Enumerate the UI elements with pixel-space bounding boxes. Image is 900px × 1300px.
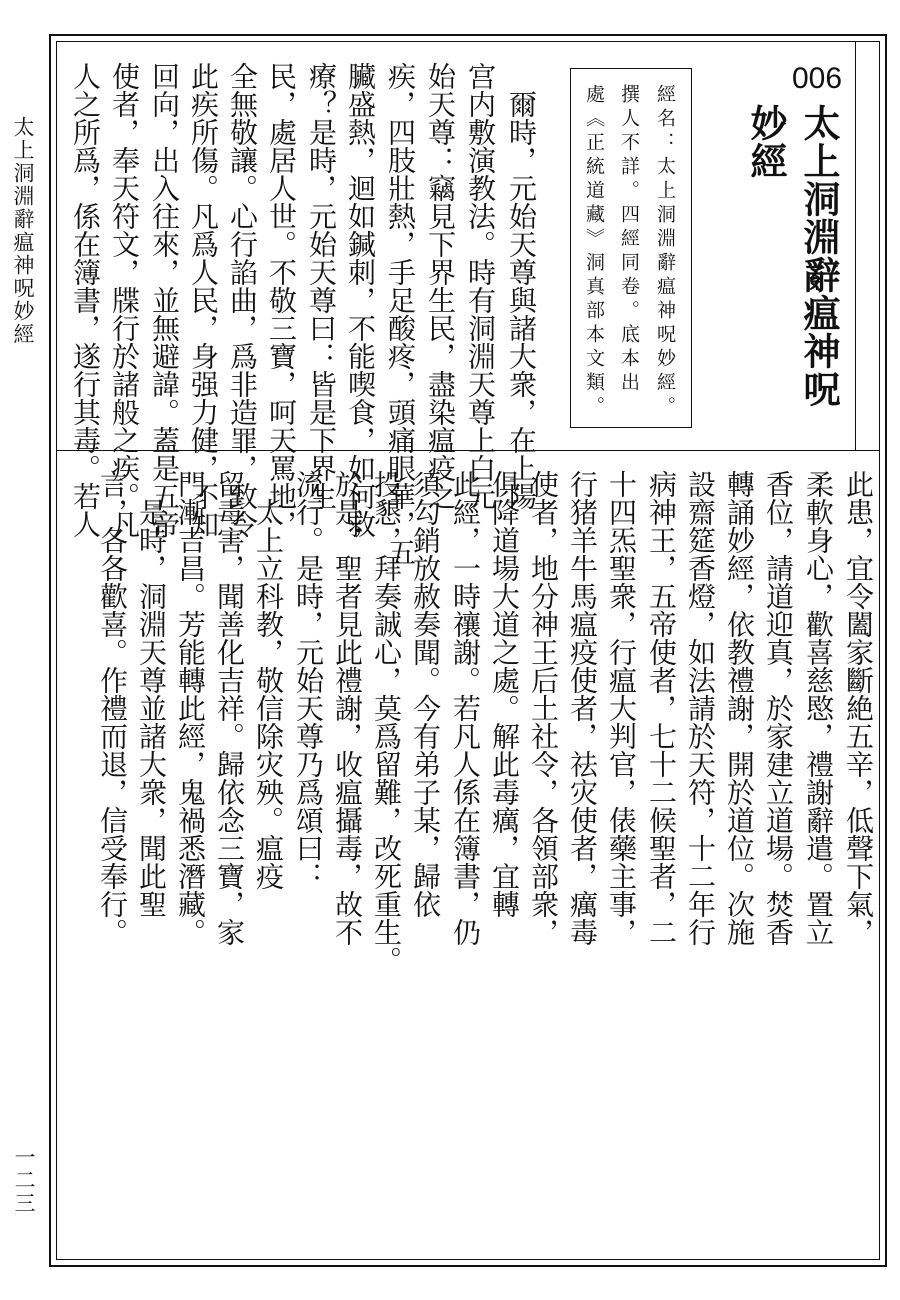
upper-column-4: 疾，四肢壯熱，手足酸疼，頭痛眼華，五 <box>384 62 417 566</box>
upper-column-11: 使者，奉天符文，牒行於諸般之疾。凡 <box>108 62 141 538</box>
upper-column-5: 臟盛熱，迴如鍼刺，不能喫食，如何救 <box>344 62 377 538</box>
lower-column-15: 流行。是時，元始天尊乃爲頌曰： <box>292 470 325 890</box>
lower-column-12: 須勾銷放赦奏聞。今有弟子某，歸依 <box>409 470 442 918</box>
lower-column-11: 此經，一時禳謝。若凡人係在簿書，仍 <box>449 470 482 946</box>
lower-column-1: 此患，宜令闔家斷絶五辛，低聲下氣， <box>842 470 875 946</box>
title-line-1: 太上洞淵辭瘟神呪 <box>797 104 841 408</box>
lower-column-3: 香位，請道迎真，於家建立道場。焚香 <box>762 470 795 946</box>
metadata-line-1: 經名：太上洞淵辭瘟神呪妙經。 <box>654 84 676 420</box>
upper-column-3: 始天尊：竊見下界生民，盡染瘟疫之 <box>424 62 457 510</box>
upper-column-6: 療？是時，元始天尊曰：皆是下界生 <box>305 62 338 510</box>
upper-column-12: 人之所爲，係在簿書，遂行其毒。若人 <box>69 62 102 538</box>
lower-column-7: 十四炁聖衆，行瘟大判官，俵藥主事， <box>605 470 638 946</box>
lower-column-16: 太上立科教，敬信除灾殃。瘟疫 <box>252 470 285 890</box>
lower-column-6: 病神王，五帝使者，七十二候聖者，二 <box>645 470 678 946</box>
lower-column-9: 使者，地分神王后土社令，各領部衆， <box>527 470 560 946</box>
upper-column-1: 爾時，元始天尊與諸大衆，在上陽 <box>505 62 538 510</box>
lower-column-19: 是時，洞淵天尊並諸大衆，聞此聖 <box>135 470 168 918</box>
upper-column-7: 民，處居人世。不敬三寶，呵天罵地， <box>265 62 298 538</box>
upper-column-9: 此疾所傷。凡爲人民，身强力健，不知 <box>187 62 220 538</box>
page-number: 一二三 <box>12 1146 36 1215</box>
upper-column-10: 回向，出入往來，並無避諱。蓋是五帝 <box>148 62 181 538</box>
upper-column-2: 宫内敷演教法。時有洞淵天尊上白元 <box>464 62 497 510</box>
lower-column-4: 轉誦妙經，依教禮謝，開於道位。次施 <box>723 470 756 946</box>
title-column-divider <box>855 41 856 450</box>
title-line-2: 妙經 <box>744 104 788 180</box>
metadata-line-2: 撰人不詳。四經同卷。底本出 <box>618 84 640 396</box>
lower-column-10: 俱降道場大道之處。解此毒癘，宜轉 <box>488 470 521 918</box>
lower-column-2: 柔軟身心，歡喜慈愍，禮謝辭遣。置立 <box>802 470 835 946</box>
lower-column-5: 設齋筵香燈，如法請於天符，十二年行 <box>684 470 717 946</box>
upper-column-8: 全無敬讓。心行諂曲，爲非造罪，致令 <box>226 62 259 538</box>
metadata-line-3: 處《正統道藏》洞真部本文類。 <box>583 84 605 420</box>
lower-column-20: 言，各各歡喜。作禮而退，信受奉行。 <box>96 470 129 946</box>
lower-column-18: 門漸吉昌。芳能轉此經，鬼禍悉潛藏。 <box>174 470 207 946</box>
running-title: 太上洞淵辭瘟神呪妙經 <box>11 116 35 346</box>
document-number: 006 <box>792 62 843 95</box>
lower-column-14: 於是，聖者見此禮謝，收瘟攝毒，故不 <box>331 470 364 946</box>
lower-column-17: 留毒害，聞善化吉祥。歸依念三寶，家 <box>213 470 246 946</box>
lower-column-13: 投懇，拜奏誠心，莫爲留難，改死重生。 <box>370 470 403 974</box>
lower-column-8: 行猪羊牛馬瘟疫使者，祛灾使者，癘毒 <box>566 470 599 946</box>
